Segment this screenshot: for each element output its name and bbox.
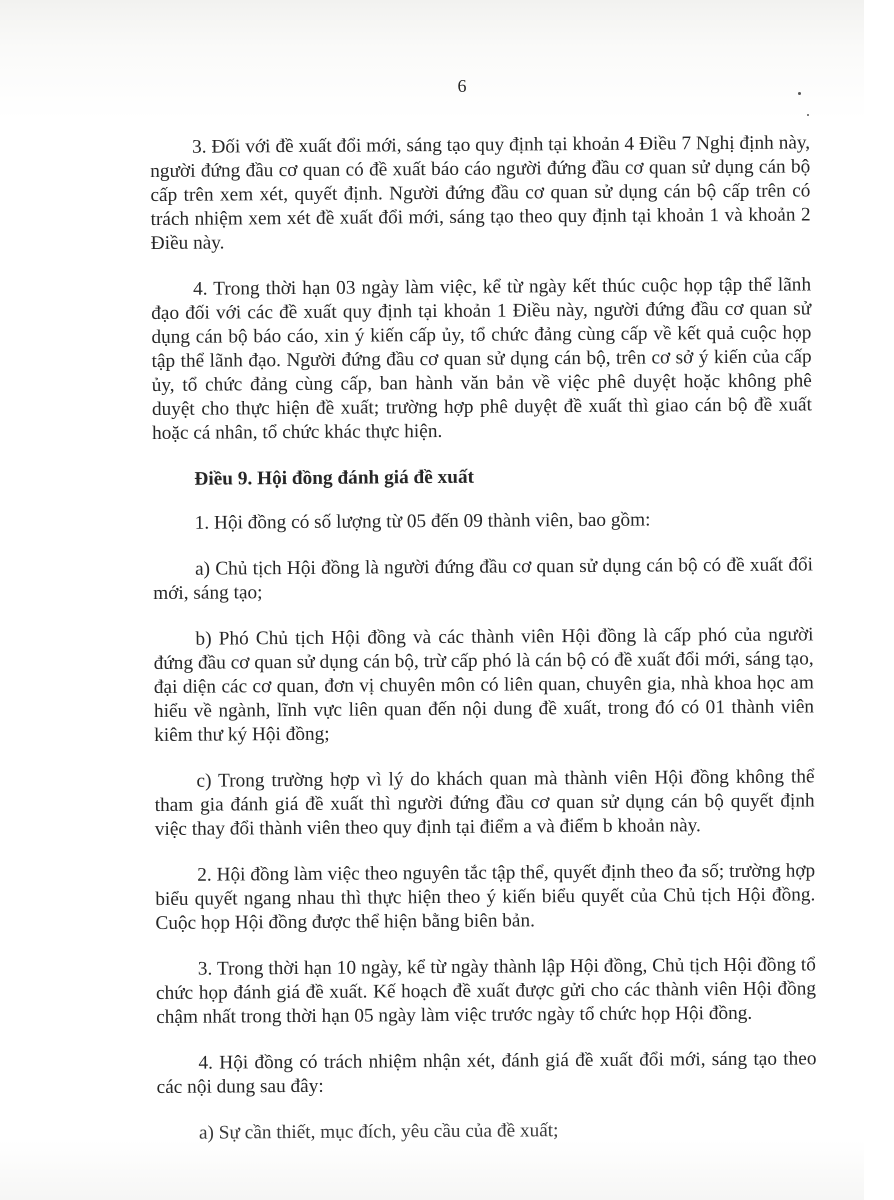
article-9-clause-1: 1. Hội đồng có số lượng từ 05 đến 09 thành viên, bao gồm: [194,509,651,534]
article-9-point-c: c) Trong trường hợp vì lý do khách quan mà thành viên Hội đồng không thể tham gia đánh giá đề xuất thì người đứng đầu cơ quan sử dụng cán bộ quyết định việc thay đổi thành viên theo quy định tại điểm a và điểm b khoản này. [154,766,815,840]
page-number: 6 [457,76,467,96]
article-9-clause-2: 2. Hội đồng làm việc theo nguyên tắc tập thể, quyết định theo đa số; trường hợp biểu quyết ngang nhau thì thực hiện theo ý kiến biểu quyết của Chủ tịch Hội đồng. Cuộc họp Hội đồng được thể hiện bằng biên bản. [155,860,816,934]
article-9-clause-4: 4. Hội đồng có trách nhiệm nhận xét, đánh giá đề xuất đổi mới, sáng tạo theo các nội dung sau đây: [156,1048,817,1098]
document-body [150,131,817,1144]
article-9-clause-3: 3. Trong thời hạn 10 ngày, kể từ ngày thành lập Hội đồng, Chủ tịch Hội đồng tổ chức họp đánh giá đề xuất. Kế hoạch đề xuất được gửi cho các thành viên Hội đồng chậm nhất trong thời hạn 05 ngày làm việc trước ngày tổ chức họp Hội đồng. [155,954,817,1028]
paragraph-clause-3: 3. Đối với đề xuất đổi mới, sáng tạo quy định tại khoản 4 Điều 7 Nghị định này, người đứng đầu cơ quan có đề xuất báo cáo người đứng đầu cơ quan sử dụng cán bộ cấp trên xem xét, quyết định. Người đứng đầu cơ quan sử dụng cán bộ cấp trên có trách nhiệm xem xét đề xuất đổi mới, sáng tạo theo quy định tại khoản 1 và khoản 2 Điều này. [150,132,811,254]
scan-speck [807,114,809,116]
article-9-point-a: a) Chủ tịch Hội đồng là người đứng đầu cơ quan sử dụng cán bộ có đề xuất đổi mới, sáng tạo; [153,554,814,604]
article-9-point-b: b) Phó Chủ tịch Hội đồng và các thành viên Hội đồng là cấp phó của người đứng đầu cơ quan sử dụng cán bộ, trừ cấp phó là cán bộ có đề xuất đổi mới, sáng tạo, đại diện các cơ quan, đơn vị chuyên môn có liên quan, chuyên gia, nhà khoa học am hiểu về ngành, lĩnh vực liên quan đến nội dung đề xuất, trong đó có 01 thành viên kiêm thư ký Hội đồng; [153,624,815,746]
paragraph-clause-4: 4. Trong thời hạn 03 ngày làm việc, kể từ ngày kết thúc cuộc họp tập thể lãnh đạo đối với các đề xuất quy định tại khoản 1 Điều này, người đứng đầu cơ quan sử dụng cán bộ báo cáo, xin ý kiến cấp ủy, tổ chức đảng cùng cấp về kết quả cuộc họp tập thể lãnh đạo. Người đứng đầu cơ quan sử dụng cán bộ, trên cơ sở ý kiến của cấp ủy, tổ chức đảng cùng cấp, ban hành văn bản về việc phê duyệt hoặc không phê duyệt cho thực hiện đề xuất; trường hợp phê duyệt đề xuất thì giao cán bộ đề xuất hoặc cá nhân, tổ chức khác thực hiện. [151,274,812,444]
cutoff-line: a) Sự cần thiết, mục đích, yêu cầu của đề xuất; [198,1120,559,1144]
article-9-heading: Điều 9. Hội đồng đánh giá đề xuất [194,466,475,490]
